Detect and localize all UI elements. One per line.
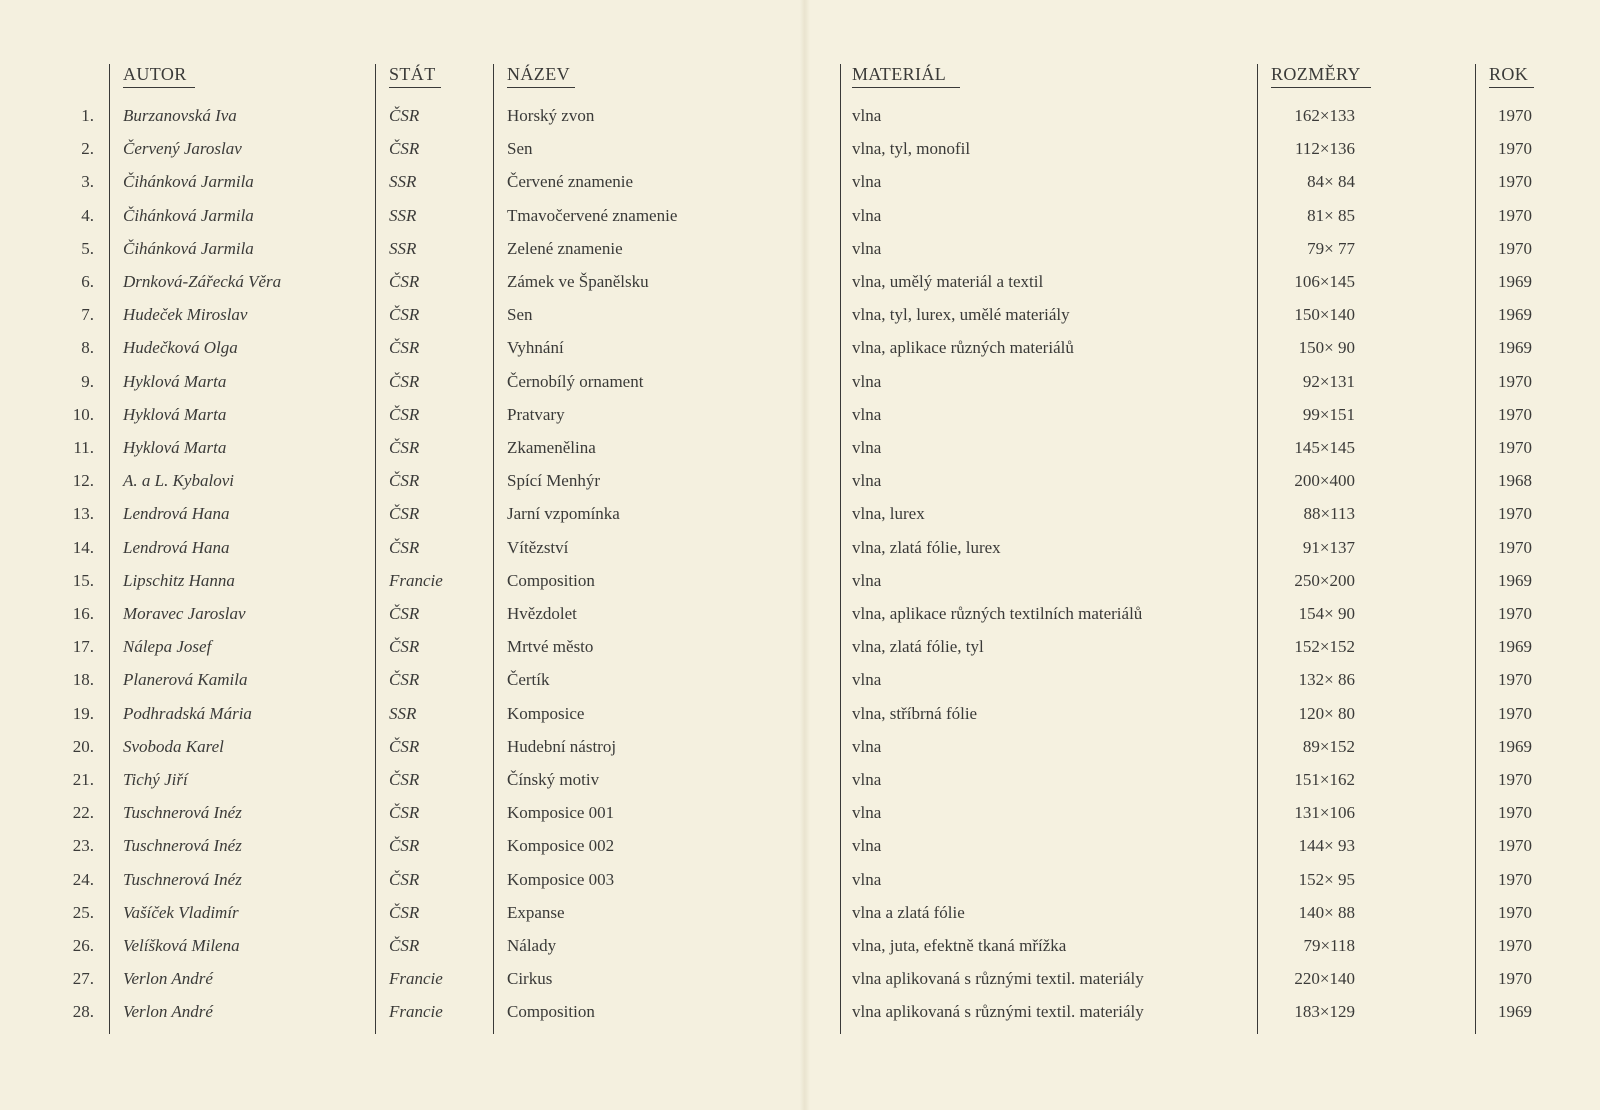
row-number: 26. <box>72 936 94 955</box>
author-cell: Velíšková Milena <box>123 936 240 955</box>
year-cell: 1969 <box>1498 637 1532 656</box>
material-cell: vlna <box>852 803 882 822</box>
author-cell: Podhradská Mária <box>123 704 252 723</box>
title-cell: Sen <box>507 139 533 158</box>
row-number: 1. <box>81 106 94 125</box>
author-cell: A. a L. Kybalovi <box>123 471 234 490</box>
year-cell: 1969 <box>1498 305 1532 324</box>
header-stat: STÁT <box>389 64 436 84</box>
material-cell: vlna <box>852 770 882 789</box>
country-cell: SSR <box>389 172 417 191</box>
year-cell: 1970 <box>1498 969 1532 988</box>
column-divider-material <box>840 64 841 1034</box>
year-cell: 1970 <box>1498 936 1532 955</box>
dimensions-cell: 151×162 <box>1294 770 1355 789</box>
dimensions-cell: 145×145 <box>1294 438 1355 457</box>
dimensions-cell: 152×152 <box>1294 637 1355 656</box>
material-cell: vlna <box>852 571 882 590</box>
dimensions-cell: 81× 85 <box>1307 206 1355 225</box>
author-cell: Tuschnerová Inéz <box>123 870 242 889</box>
dimensions-cell: 200×400 <box>1294 471 1355 490</box>
row-number: 18. <box>72 670 94 689</box>
author-cell: Drnková-Zářecká Věra <box>123 272 282 291</box>
title-cell: Spící Menhýr <box>507 471 601 490</box>
title-cell: Zkamenělina <box>507 438 596 457</box>
material-cell: vlna aplikovaná s různými textil. materiály <box>852 969 1144 988</box>
header-material: MATERIÁL <box>852 64 947 84</box>
row-number: 5. <box>81 239 94 258</box>
dimensions-cell: 140× 88 <box>1298 903 1355 922</box>
author-cell: Lipschitz Hanna <box>123 571 235 590</box>
year-cell: 1970 <box>1498 206 1532 225</box>
title-cell: Pratvary <box>507 405 565 424</box>
header-autor: AUTOR <box>123 64 187 84</box>
material-cell: vlna <box>852 670 882 689</box>
country-cell: SSR <box>389 239 417 258</box>
author-cell: Hyklová Marta <box>123 372 227 391</box>
material-cell: vlna, stříbrná fólie <box>852 704 978 723</box>
title-cell: Cirkus <box>507 969 553 988</box>
year-cell: 1970 <box>1498 903 1532 922</box>
title-cell: Komposice 002 <box>507 836 615 855</box>
author-cell: Verlon André <box>123 1002 213 1021</box>
year-cell: 1968 <box>1498 471 1532 490</box>
column-divider-autor <box>109 64 110 1034</box>
column-divider-rok <box>1475 64 1476 1034</box>
author-cell: Svoboda Karel <box>123 737 224 756</box>
row-number: 14. <box>72 538 94 557</box>
country-cell: ČSR <box>389 139 420 158</box>
row-number: 22. <box>72 803 94 822</box>
title-cell: Expanse <box>507 903 565 922</box>
year-cell: 1970 <box>1498 770 1532 789</box>
row-number: 16. <box>72 604 94 623</box>
author-cell: Čihánková Jarmila <box>123 172 254 191</box>
header-stat-underline <box>389 87 441 88</box>
year-cell: 1970 <box>1498 704 1532 723</box>
dimensions-cell: 144× 93 <box>1298 836 1355 855</box>
author-cell: Verlon André <box>123 969 213 988</box>
year-cell: 1969 <box>1498 338 1532 357</box>
dimensions-cell: 89×152 <box>1302 737 1355 756</box>
author-cell: Červený Jaroslav <box>123 139 242 158</box>
title-cell: Červené znamenie <box>507 172 634 191</box>
dimensions-cell: 162×133 <box>1294 106 1355 125</box>
author-cell: Hyklová Marta <box>123 405 227 424</box>
dimensions-cell: 88×113 <box>1303 504 1355 523</box>
year-cell: 1970 <box>1498 372 1532 391</box>
title-cell: Zelené znamenie <box>507 239 623 258</box>
title-cell: Zámek ve Španělsku <box>507 272 649 291</box>
country-cell: ČSR <box>389 372 420 391</box>
author-cell: Vašíček Vladimír <box>123 903 239 922</box>
dimensions-cell: 250×200 <box>1294 571 1355 590</box>
year-cell: 1970 <box>1498 670 1532 689</box>
material-cell: vlna <box>852 438 882 457</box>
title-cell: Horský zvon <box>507 106 595 125</box>
country-cell: Francie <box>389 1002 443 1021</box>
dimensions-cell: 106×145 <box>1294 272 1355 291</box>
material-cell: vlna <box>852 836 882 855</box>
country-cell: ČSR <box>389 836 420 855</box>
row-number: 10. <box>72 405 94 424</box>
row-number: 21. <box>72 770 94 789</box>
row-number: 8. <box>81 338 94 357</box>
dimensions-cell: 220×140 <box>1294 969 1355 988</box>
country-cell: SSR <box>389 206 417 225</box>
title-cell: Komposice 003 <box>507 870 615 889</box>
author-cell: Nálepa Josef <box>123 637 212 656</box>
material-cell: vlna <box>852 870 882 889</box>
country-cell: ČSR <box>389 637 420 656</box>
title-cell: Komposice <box>507 704 585 723</box>
author-cell: Čihánková Jarmila <box>123 239 254 258</box>
year-cell: 1970 <box>1498 604 1532 623</box>
dimensions-cell: 132× 86 <box>1298 670 1355 689</box>
dimensions-cell: 154× 90 <box>1298 604 1355 623</box>
country-cell: Francie <box>389 571 443 590</box>
book-gutter <box>800 0 810 1110</box>
title-cell: Mrtvé město <box>507 637 594 656</box>
row-number: 7. <box>81 305 94 324</box>
row-number: 24. <box>72 870 94 889</box>
title-cell: Komposice 001 <box>507 803 615 822</box>
year-cell: 1969 <box>1498 272 1532 291</box>
header-rok: ROK <box>1489 64 1529 84</box>
row-number: 15. <box>72 571 94 590</box>
title-cell: Čertík <box>507 670 550 689</box>
column-divider-stat <box>375 64 376 1034</box>
material-cell: vlna <box>852 206 882 225</box>
year-cell: 1970 <box>1498 172 1532 191</box>
year-cell: 1969 <box>1498 1002 1532 1021</box>
author-cell: Burzanovská Iva <box>123 106 237 125</box>
title-cell: Vyhnání <box>507 338 564 357</box>
material-cell: vlna aplikovaná s různými textil. materiály <box>852 1002 1144 1021</box>
country-cell: ČSR <box>389 471 420 490</box>
year-cell: 1970 <box>1498 438 1532 457</box>
year-cell: 1970 <box>1498 106 1532 125</box>
material-cell: vlna <box>852 239 882 258</box>
title-cell: Nálady <box>507 936 557 955</box>
row-number: 3. <box>81 172 94 191</box>
country-cell: Francie <box>389 969 443 988</box>
dimensions-cell: 131×106 <box>1294 803 1355 822</box>
title-cell: Vítězství <box>507 538 569 557</box>
material-cell: vlna <box>852 106 882 125</box>
country-cell: ČSR <box>389 604 420 623</box>
year-cell: 1970 <box>1498 405 1532 424</box>
row-number: 4. <box>81 206 94 225</box>
row-number: 23. <box>72 836 94 855</box>
material-cell: vlna, zlatá fólie, tyl <box>852 637 984 656</box>
country-cell: ČSR <box>389 803 420 822</box>
dimensions-cell: 91×137 <box>1302 538 1355 557</box>
title-cell: Čínský motiv <box>507 770 600 789</box>
author-cell: Lendrová Hana <box>123 538 230 557</box>
year-cell: 1970 <box>1498 504 1532 523</box>
material-cell: vlna, tyl, lurex, umělé materiály <box>852 305 1070 324</box>
dimensions-cell: 150× 90 <box>1298 338 1355 357</box>
country-cell: ČSR <box>389 438 420 457</box>
column-divider-nazev <box>493 64 494 1034</box>
country-cell: ČSR <box>389 106 420 125</box>
material-cell: vlna, lurex <box>852 504 925 523</box>
author-cell: Tuschnerová Inéz <box>123 803 242 822</box>
title-cell: Hudební nástroj <box>507 737 617 756</box>
row-number: 17. <box>72 637 94 656</box>
title-cell: Jarní vzpomínka <box>507 504 620 523</box>
row-number: 20. <box>72 737 94 756</box>
author-cell: Hyklová Marta <box>123 438 227 457</box>
title-cell: Composition <box>507 1002 595 1021</box>
author-cell: Hudeček Miroslav <box>123 305 248 324</box>
header-rozmery-underline <box>1271 87 1371 88</box>
dimensions-cell: 120× 80 <box>1298 704 1355 723</box>
title-cell: Composition <box>507 571 595 590</box>
material-cell: vlna, tyl, monofil <box>852 139 971 158</box>
country-cell: ČSR <box>389 272 420 291</box>
country-cell: ČSR <box>389 903 420 922</box>
title-cell: Tmavočervené znamenie <box>507 206 678 225</box>
material-cell: vlna, aplikace různých materiálů <box>852 338 1074 357</box>
material-cell: vlna, juta, efektně tkaná mřížka <box>852 936 1067 955</box>
material-cell: vlna, zlatá fólie, lurex <box>852 538 1001 557</box>
year-cell: 1970 <box>1498 239 1532 258</box>
header-nazev-underline <box>507 87 575 88</box>
country-cell: ČSR <box>389 538 420 557</box>
row-number: 27. <box>72 969 94 988</box>
header-rozmery: ROZMĚRY <box>1271 64 1361 84</box>
header-nazev: NÁZEV <box>507 64 570 84</box>
dimensions-cell: 84× 84 <box>1307 172 1355 191</box>
dimensions-cell: 79× 77 <box>1307 239 1355 258</box>
row-number: 11. <box>73 438 94 457</box>
row-number: 12. <box>72 471 94 490</box>
year-cell: 1969 <box>1498 571 1532 590</box>
title-cell: Hvězdolet <box>507 604 577 623</box>
year-cell: 1970 <box>1498 870 1532 889</box>
author-cell: Tichý Jiří <box>123 770 188 789</box>
author-cell: Moravec Jaroslav <box>123 604 246 623</box>
country-cell: ČSR <box>389 338 420 357</box>
header-autor-underline <box>123 87 195 88</box>
dimensions-cell: 112×136 <box>1295 139 1355 158</box>
country-cell: ČSR <box>389 737 420 756</box>
author-cell: Planerová Kamila <box>123 670 248 689</box>
dimensions-cell: 152× 95 <box>1298 870 1355 889</box>
dimensions-cell: 183×129 <box>1294 1002 1355 1021</box>
country-cell: ČSR <box>389 936 420 955</box>
country-cell: ČSR <box>389 770 420 789</box>
material-cell: vlna, aplikace různých textilních materiálů <box>852 604 1143 623</box>
dimensions-cell: 79×118 <box>1303 936 1355 955</box>
header-rok-underline <box>1489 87 1534 88</box>
year-cell: 1970 <box>1498 803 1532 822</box>
dimensions-cell: 92×131 <box>1302 372 1355 391</box>
header-material-underline <box>852 87 960 88</box>
material-cell: vlna, umělý materiál a textil <box>852 272 1044 291</box>
country-cell: ČSR <box>389 504 420 523</box>
year-cell: 1970 <box>1498 139 1532 158</box>
title-cell: Sen <box>507 305 533 324</box>
country-cell: ČSR <box>389 305 420 324</box>
row-number: 9. <box>81 372 94 391</box>
material-cell: vlna <box>852 405 882 424</box>
dimensions-cell: 99×151 <box>1302 405 1355 424</box>
dimensions-cell: 150×140 <box>1294 305 1355 324</box>
material-cell: vlna <box>852 471 882 490</box>
material-cell: vlna <box>852 172 882 191</box>
author-cell: Lendrová Hana <box>123 504 230 523</box>
country-cell: ČSR <box>389 405 420 424</box>
country-cell: SSR <box>389 704 417 723</box>
author-cell: Tuschnerová Inéz <box>123 836 242 855</box>
row-number: 25. <box>72 903 94 922</box>
row-number: 13. <box>72 504 94 523</box>
row-number: 6. <box>81 272 94 291</box>
material-cell: vlna <box>852 372 882 391</box>
author-cell: Hudečková Olga <box>123 338 238 357</box>
material-cell: vlna a zlatá fólie <box>852 903 965 922</box>
year-cell: 1969 <box>1498 737 1532 756</box>
country-cell: ČSR <box>389 670 420 689</box>
title-cell: Černobílý ornament <box>507 372 644 391</box>
year-cell: 1970 <box>1498 836 1532 855</box>
row-number: 2. <box>81 139 94 158</box>
material-cell: vlna <box>852 737 882 756</box>
row-number: 28. <box>72 1002 94 1021</box>
country-cell: ČSR <box>389 870 420 889</box>
author-cell: Čihánková Jarmila <box>123 206 254 225</box>
row-number: 19. <box>72 704 94 723</box>
year-cell: 1970 <box>1498 538 1532 557</box>
